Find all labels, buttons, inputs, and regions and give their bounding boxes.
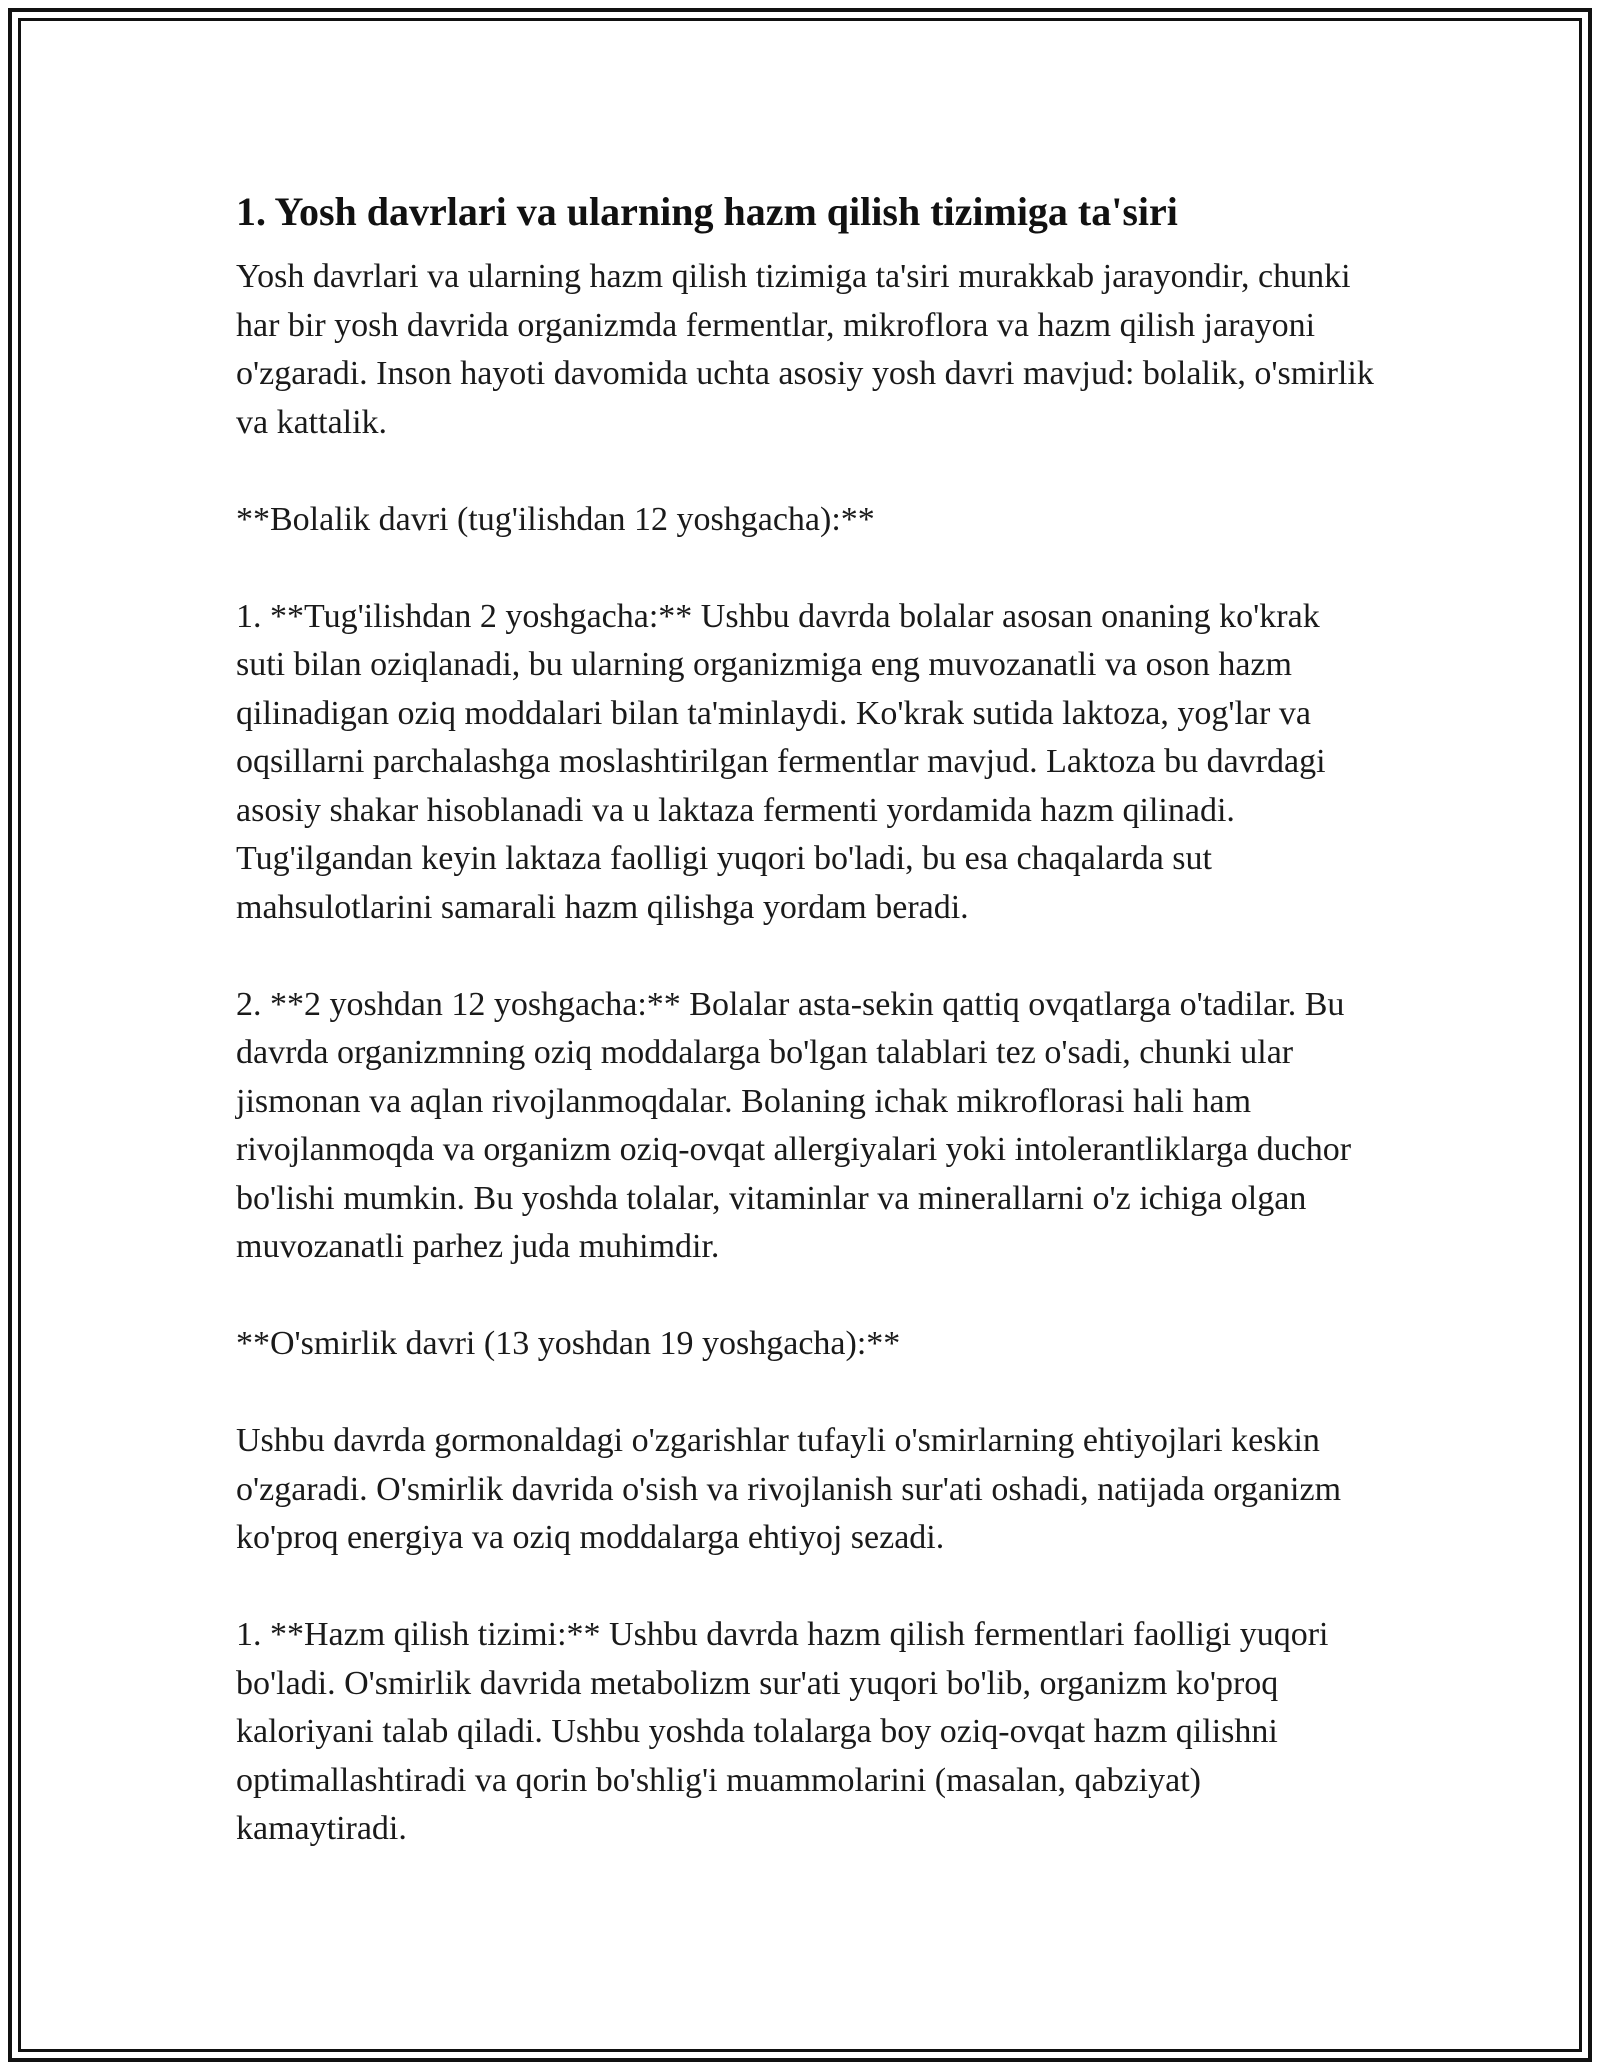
section-heading: 1. Yosh davrlari va ularning hazm qilish tizimiga ta'siri	[236, 189, 1178, 234]
adolescence-subheading: **O'smirlik davri (13 yoshdan 19 yoshgacha):**	[236, 1325, 901, 1362]
adolescence-item-1: 1. **Hazm qilish tizimi:** Ushbu davrda hazm qilish fermentlari faolligi yuqori bo'ladi. O'smirlik davrida metabolizm sur'ati yuqori bo'lib, organizm ko'proq kaloriyani talab qiladi. Ushbu yoshda tolalarga boy oziq-ovqat hazm qilishni optimallashtiradi va qorin bo'shlig'i muammolarini (masalan, qabziyat) kamaytiradi.	[236, 1616, 1329, 1847]
document-body	[236, 185, 1376, 1902]
childhood-subheading: **Bolalik davri (tug'ilishdan 12 yoshgacha):**	[236, 500, 875, 538]
intro-paragraph: Yosh davrlari va ularning hazm qilish tizimiga ta'siri murakkab jarayondir, chunki har bir yosh davrida organizmda fermentlar, mikroflora va hazm qilish jarayoni o'zgaradi. Inson hayoti davomida uchta asosiy yosh davri mavjud: bolalik, o'smirlik va kattalik.	[236, 258, 1374, 441]
adolescence-intro-paragraph: Ushbu davrda gormonaldagi o'zgarishlar tufayli o'smirlarning ehtiyojlari keskin o'zgaradi. O'smirlik davrida o'sish va rivojlanish sur'ati oshadi, natijada organizm ko'proq energiya va oziq moddalarga ehtiyoj sezadi.	[236, 1422, 1342, 1556]
childhood-item-2: 2. **2 yoshdan 12 yoshgacha:** Bolalar asta-sekin qattiq ovqatlarga o'tadilar. Bu davrda organizmning oziq moddalarga bo'lgan talablari tez o'sadi, chunki ular jismonan va aqlan rivojlanmoqdalar. Bolaning ichak mikroflorasi hali ham rivojlanmoqda va organizm oziq-ovqat allergiyalari yoki intolerantliklarga duchor bo'lishi mumkin. Bu yoshda tolalar, vitaminlar va minerallarni o'z ichiga olgan muvozanatli parhez juda muhimdir.	[236, 985, 1352, 1265]
childhood-item-1: 1. **Tug'ilishdan 2 yoshgacha:** Ushbu davrda bolalar asosan onaning ko'krak suti bilan oziqlanadi, bu ularning organizmiga eng muvozanatli va oson hazm qilinadigan oziq moddalari bilan ta'minlaydi. Ko'krak sutida laktoza, yog'lar va oqsillarni parchalashga moslashtirilgan fermentlar mavjud. Laktoza bu davrdagi asosiy shakar hisoblanadi va u laktaza fermenti yordamida hazm qilinadi. Tug'ilgandan keyin laktaza faolligi yuqori bo'ladi, bu esa chaqalarda sut mahsulotlarini samarali hazm qilishga yordam beradi.	[236, 597, 1326, 926]
